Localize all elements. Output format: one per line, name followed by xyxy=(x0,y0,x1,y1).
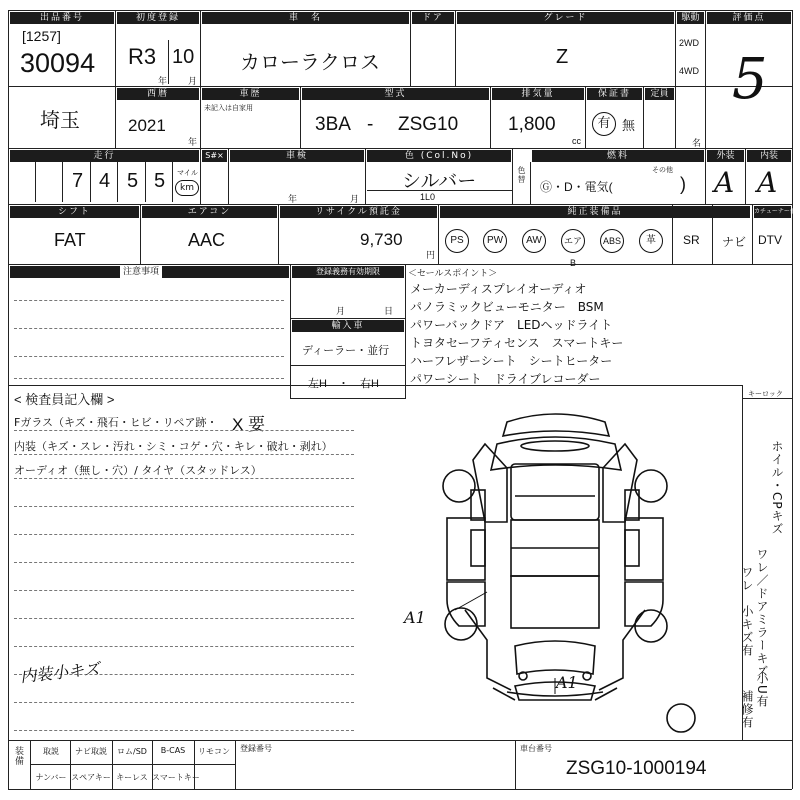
glass-line: Fガラス（キズ・飛石・ヒビ・リペア跡・ xyxy=(14,416,218,429)
chassis-number: ZSG10-1000194 xyxy=(566,758,707,779)
color: シルバー xyxy=(402,171,477,192)
frame-left xyxy=(8,10,9,789)
damage-mark-left-door: A1 xyxy=(404,608,426,627)
model-code: ZSG10 xyxy=(398,114,459,135)
mileage-digit-2: 4 xyxy=(99,170,111,192)
glass-mark: X 要 xyxy=(232,415,266,434)
legend-repaired: 補修有 xyxy=(740,690,754,729)
score-label: 評価点 xyxy=(707,12,791,24)
car-name: カローラクロス xyxy=(240,52,380,74)
recycle-fee: 9,730 xyxy=(360,230,403,249)
legend-small-u: 小U有 xyxy=(755,672,769,708)
mileage-digit-4: 5 xyxy=(154,170,166,192)
equip-navi: ナビ xyxy=(722,235,747,249)
frame-bottom xyxy=(8,789,792,790)
lot-small: [1257] xyxy=(22,28,61,44)
inspector-title: < 検査員記入欄 > xyxy=(14,392,115,407)
mileage-digit-1: 7 xyxy=(72,170,84,192)
drive-label: 駆動 xyxy=(677,12,704,24)
equip-aw: AW xyxy=(522,229,546,253)
first-reg-label: 初度登録 xyxy=(117,12,199,24)
grade: Z xyxy=(556,46,569,68)
grade-label: グレード xyxy=(457,12,674,24)
legend-small-scratch: ワレ 小キズ有 xyxy=(740,566,754,657)
equip-sr: SR xyxy=(683,233,700,247)
auction-sheet: 出品番号 [1257] 30094 初度登録 R3 10 年 月 車 名 カローラクロス ドア グレード Z 駆動 2WD 4WD 評価点 5 埼玉 西暦 2021 年 車歴 未記入は自家用 型式 3BA - ZSG10 排気量 1,800 cc 保証書 有 無 定員 名 走行 7 4 5 5 マイル km S#× 車検 年 月 色 (Col.No) シルバー 1L0 色替 燃料 Ⓖ・D・電気( その他 ) 外装 A 内装 A シフト FAT エアコン AAC リサイクル預託金 9,730 円 純正装備品 PS PW AW エアB ABS 革 SR ナビ カチューナー他 DTV 注意事項 登録義務有効期限 月 日 輸入車 ディーラー・並行 左H ・ 右H ＜セールスポイント＞ メーカーディスプレイオーディオ パノラミックビューモニター BSM パワーバックドア LEDヘッドライト トヨタセーフティセンス スマートキー ハーフレザーシート シートヒーター パワーシート ドライブレコーダー < 検査員記入欄 > Fガラス（キズ・飛石・ヒビ・リペア跡・ X 要 内装（キズ・スレ・汚れ・シミ・コゲ・穴・キレ・破れ・剥れ） オーディオ（無し・穴）/ タイヤ（スタッドレス） 内装小キズ A1 A1 キーロック ホイル・CPキズ ワレ／ドアミラーキズ ワレ 小キズ有 小U有 補修有 装備 取説 ナビ取説 ロム/SD B-CAS リモコン ナンバー スペアキー キーレス スマートキー 登録番号 車台番号 ZSG10-1000194 xyxy=(0,0,800,800)
keybox-label: キーロック xyxy=(748,391,783,398)
model-prefix: 3BA xyxy=(315,114,351,135)
model-year: 2021 xyxy=(128,116,166,135)
sales-point: メーカーディスプレイオーディオ xyxy=(410,282,587,296)
interior-grade: A xyxy=(757,166,778,199)
unit-km: km xyxy=(175,180,199,196)
equip-pw: PW xyxy=(483,229,507,253)
lot-label: 出品番号 xyxy=(10,12,114,24)
doors-label: ドア xyxy=(412,12,454,24)
warranty-yes: 有 xyxy=(592,112,616,136)
equip-airbag: エアB xyxy=(561,229,585,253)
car-damage-diagram xyxy=(425,400,675,730)
legend-mirror-scratch: ワレ／ドアミラーキズ xyxy=(755,548,769,678)
reg-number-label: 登録番号 xyxy=(240,744,272,753)
sales-point: トヨタセーフティセンス スマートキー xyxy=(410,336,624,350)
sales-point: パノラミックビューモニター BSM xyxy=(410,300,604,314)
displacement: 1,800 xyxy=(508,114,556,135)
drive-4wd: 4WD xyxy=(679,66,699,76)
mileage-digit-3: 5 xyxy=(127,170,139,192)
sales-point: ハーフレザーシート シートヒーター xyxy=(410,354,613,368)
equip-dtv: DTV xyxy=(758,233,782,247)
equip-abs: ABS xyxy=(600,229,624,253)
damage-mark-rear: A1 xyxy=(556,673,578,692)
car-name-label: 車 名 xyxy=(202,12,409,24)
score: 5 xyxy=(732,47,768,112)
notes-label: 注意事項 xyxy=(120,266,162,278)
dealer-or-parallel: ディーラー・並行 xyxy=(302,345,390,357)
lot-number: 30094 xyxy=(20,48,96,78)
sales-point: パワーシート ドライブレコーダー xyxy=(410,372,601,386)
legend-wheel-scratch: ホイル・CPキズ xyxy=(770,440,784,536)
chassis-label: 車台番号 xyxy=(520,744,552,753)
audio-line: オーディオ（無し・穴）/ タイヤ（スタッドレス） xyxy=(14,464,262,477)
handwritten-interior-note: 内装小キズ xyxy=(19,658,101,687)
era: R3 xyxy=(128,44,157,69)
warranty-no: 無 xyxy=(622,118,636,133)
sales-label: ＜セールスポイント＞ xyxy=(408,268,498,278)
handle-side: 左H ・ 右H xyxy=(308,378,379,390)
color-code: 1L0 xyxy=(420,192,436,202)
reg-month: 10 xyxy=(172,46,195,68)
interior-line: 内装（キズ・スレ・汚れ・シミ・コゲ・穴・キレ・破れ・剥れ） xyxy=(14,440,333,453)
frame-right xyxy=(792,10,793,789)
equip-ps: PS xyxy=(445,229,469,253)
exterior-grade: A xyxy=(714,166,735,199)
air-conditioner: AAC xyxy=(188,230,226,250)
shift: FAT xyxy=(54,230,86,250)
equip-leather: 革 xyxy=(639,229,663,253)
drive-2wd: 2WD xyxy=(679,38,699,48)
prefecture: 埼玉 xyxy=(40,110,80,132)
sales-point: パワーバックドア LEDヘッドライト xyxy=(410,318,613,332)
fuel-options: Ⓖ・D・電気( xyxy=(540,180,613,194)
equipment-side-label: 装備 xyxy=(13,746,23,766)
